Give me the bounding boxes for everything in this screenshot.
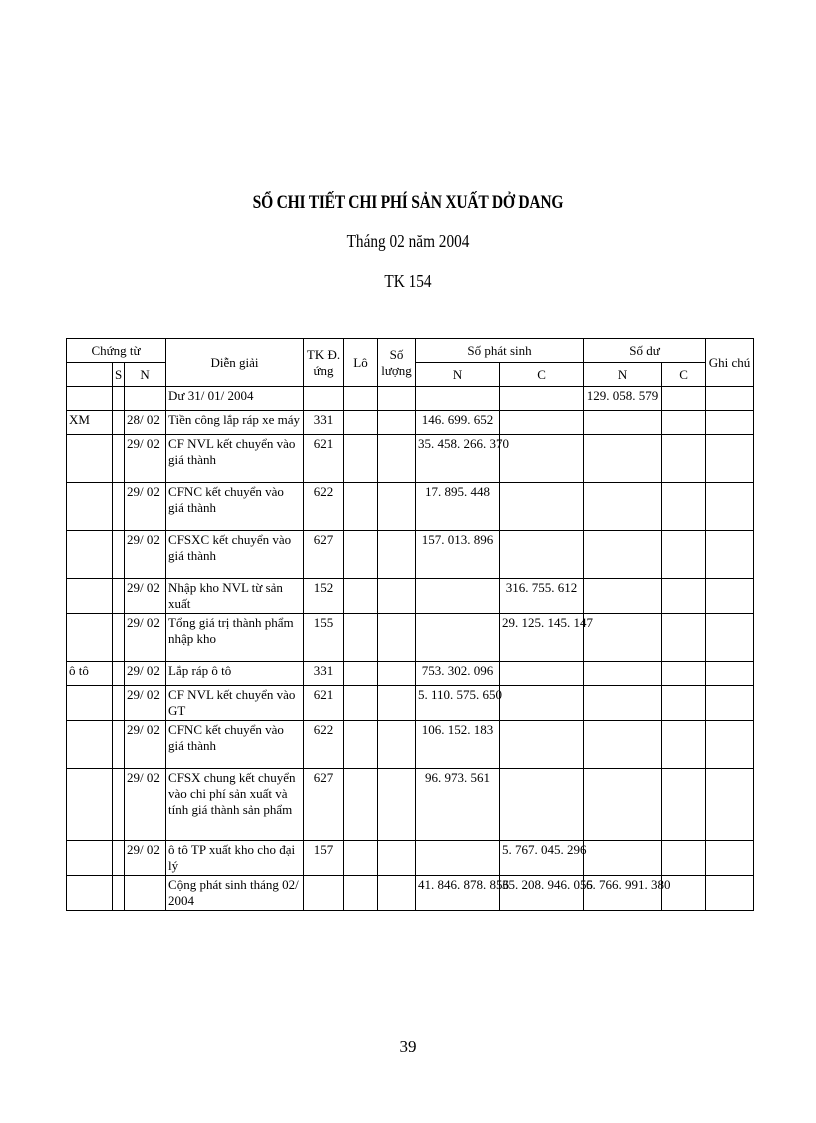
row-note (706, 411, 754, 435)
row-description: ô tô TP xuất kho cho đại lý (166, 841, 304, 876)
row-s (113, 614, 125, 662)
row-quantity (378, 483, 416, 531)
row-balance-debit (584, 531, 662, 579)
row-debit: 41. 846. 878. 856 (416, 876, 500, 911)
row-description: CF NVL kết chuyển vào giá thành (166, 435, 304, 483)
row-debit: 96. 973. 561 (416, 769, 500, 841)
row-date: 29/ 02 (125, 769, 166, 841)
row-note (706, 579, 754, 614)
header-s: S (113, 363, 125, 387)
row-account (304, 876, 344, 911)
row-description: CF NVL kết chuyển vào GT (166, 686, 304, 721)
row-balance-credit (662, 662, 706, 686)
row-note (706, 483, 754, 531)
table-row (67, 411, 754, 435)
row-account: 621 (304, 435, 344, 483)
row-note (706, 686, 754, 721)
row-balance-credit (662, 686, 706, 721)
row-debit: 17. 895. 448 (416, 483, 500, 531)
table-row (67, 531, 754, 579)
row-balance-debit (584, 435, 662, 483)
table-row (67, 614, 754, 662)
row-quantity (378, 411, 416, 435)
row-date: 29/ 02 (125, 531, 166, 579)
row-account: 152 (304, 579, 344, 614)
row-credit (500, 435, 584, 483)
row-quantity (378, 614, 416, 662)
ledger-title: SỔ CHI TIẾT CHI PHÍ SẢN XUẤT DỞ DANG (252, 192, 564, 213)
row-account: 627 (304, 769, 344, 841)
row-date: 29/ 02 (125, 435, 166, 483)
row-debit: 35. 458. 266. 370 (416, 435, 500, 483)
row-balance-debit (584, 721, 662, 769)
row-description: Lắp ráp ô tô (166, 662, 304, 686)
row-s (113, 662, 125, 686)
row-note (706, 662, 754, 686)
header-ps-n: N (416, 363, 500, 387)
row-balance-credit (662, 483, 706, 531)
row-quantity (378, 387, 416, 411)
row-debit: 753. 302. 096 (416, 662, 500, 686)
header-du-n: N (584, 363, 662, 387)
row-quantity (378, 876, 416, 911)
row-group (67, 721, 113, 769)
row-note (706, 531, 754, 579)
row-balance-credit (662, 721, 706, 769)
table-row (67, 686, 754, 721)
row-date (125, 876, 166, 911)
row-date (125, 387, 166, 411)
row-group (67, 686, 113, 721)
row-lot (344, 662, 378, 686)
row-group (67, 614, 113, 662)
row-date: 29/ 02 (125, 662, 166, 686)
row-group (67, 769, 113, 841)
row-balance-credit (662, 531, 706, 579)
row-debit (416, 387, 500, 411)
row-s (113, 686, 125, 721)
row-credit: 5. 767. 045. 296 (500, 841, 584, 876)
row-balance-debit (584, 841, 662, 876)
row-balance-debit (584, 483, 662, 531)
row-s (113, 435, 125, 483)
row-s (113, 841, 125, 876)
row-balance-debit (584, 769, 662, 841)
row-description: Cộng phát sinh tháng 02/ 2004 (166, 876, 304, 911)
row-balance-debit (584, 411, 662, 435)
row-balance-credit (662, 614, 706, 662)
header-chung-tu: Chứng từ (67, 339, 166, 363)
row-account: 627 (304, 531, 344, 579)
row-balance-credit (662, 579, 706, 614)
table-row (67, 579, 754, 614)
page-number: 39 (399, 1037, 417, 1056)
row-lot (344, 483, 378, 531)
row-debit (416, 579, 500, 614)
row-description: CFSX chung kết chuyển vào chi phí sản xuất và tính giá thành sản phẩm (166, 769, 304, 841)
row-date: 29/ 02 (125, 721, 166, 769)
row-balance-debit: 129. 058. 579 (584, 387, 662, 411)
header-tk-doi-ung: TK Đ. ứng (304, 339, 344, 387)
row-credit (500, 769, 584, 841)
row-description: Tiền công lắp ráp xe máy (166, 411, 304, 435)
row-debit (416, 614, 500, 662)
ledger-table (66, 338, 754, 911)
table-row (67, 721, 754, 769)
row-group (67, 876, 113, 911)
row-description: CFSXC kết chuyển vào giá thành (166, 531, 304, 579)
table-row (67, 435, 754, 483)
row-lot (344, 387, 378, 411)
header-dien-giai: Diễn giải (166, 339, 304, 387)
row-account (304, 387, 344, 411)
row-note (706, 435, 754, 483)
row-credit (500, 483, 584, 531)
row-group (67, 579, 113, 614)
row-credit (500, 721, 584, 769)
row-lot (344, 435, 378, 483)
row-date: 29/ 02 (125, 614, 166, 662)
row-debit (416, 841, 500, 876)
row-group (67, 387, 113, 411)
row-quantity (378, 841, 416, 876)
header-du-c: C (662, 363, 706, 387)
header-so-du: Số dư (584, 339, 706, 363)
row-lot (344, 579, 378, 614)
row-balance-credit (662, 435, 706, 483)
row-s (113, 721, 125, 769)
row-group (67, 483, 113, 531)
header-so-luong: Số lượng (378, 339, 416, 387)
ledger-body (67, 387, 754, 911)
table-row (67, 876, 754, 911)
row-quantity (378, 721, 416, 769)
row-lot (344, 531, 378, 579)
table-row (67, 387, 754, 411)
row-description: Dư 31/ 01/ 2004 (166, 387, 304, 411)
row-lot (344, 686, 378, 721)
row-balance-debit (584, 579, 662, 614)
row-balance-credit (662, 769, 706, 841)
row-date: 29/ 02 (125, 483, 166, 531)
row-lot (344, 769, 378, 841)
row-account: 622 (304, 721, 344, 769)
header-blank (67, 363, 113, 387)
row-group (67, 531, 113, 579)
row-quantity (378, 531, 416, 579)
row-date: 29/ 02 (125, 841, 166, 876)
row-note (706, 876, 754, 911)
header-n: N (125, 363, 166, 387)
table-row (67, 483, 754, 531)
row-quantity (378, 662, 416, 686)
row-balance-debit (584, 614, 662, 662)
header-ghi-chu: Ghi chú (706, 339, 754, 387)
row-s (113, 769, 125, 841)
row-note (706, 841, 754, 876)
row-debit: 106. 152. 183 (416, 721, 500, 769)
row-date: 29/ 02 (125, 579, 166, 614)
row-balance-debit (584, 662, 662, 686)
row-description: Tổng giá trị thành phẩm nhập kho (166, 614, 304, 662)
row-group (67, 435, 113, 483)
row-quantity (378, 435, 416, 483)
row-quantity (378, 769, 416, 841)
row-note (706, 387, 754, 411)
row-account: 331 (304, 662, 344, 686)
row-s (113, 531, 125, 579)
header-lo: Lô (344, 339, 378, 387)
row-group: ô tô (67, 662, 113, 686)
row-lot (344, 721, 378, 769)
row-s (113, 579, 125, 614)
row-credit (500, 387, 584, 411)
row-note (706, 721, 754, 769)
row-debit: 5. 110. 575. 650 (416, 686, 500, 721)
row-lot (344, 841, 378, 876)
row-credit (500, 662, 584, 686)
row-quantity (378, 579, 416, 614)
row-account: 621 (304, 686, 344, 721)
row-account: 622 (304, 483, 344, 531)
row-credit (500, 686, 584, 721)
row-balance-credit (662, 411, 706, 435)
row-balance-credit (662, 387, 706, 411)
row-balance-debit: 6. 766. 991. 380 (584, 876, 662, 911)
row-note (706, 769, 754, 841)
row-balance-credit (662, 841, 706, 876)
header-ps-c: C (500, 363, 584, 387)
row-date: 29/ 02 (125, 686, 166, 721)
row-lot (344, 411, 378, 435)
header-so-phat-sinh: Số phát sinh (416, 339, 584, 363)
row-balance-debit (584, 686, 662, 721)
row-s (113, 411, 125, 435)
row-group: XM (67, 411, 113, 435)
row-s (113, 483, 125, 531)
row-lot (344, 876, 378, 911)
row-description: CFNC kết chuyển vào giá thành (166, 721, 304, 769)
row-account: 157 (304, 841, 344, 876)
row-s (113, 876, 125, 911)
table-row (67, 841, 754, 876)
table-row (67, 769, 754, 841)
row-description: Nhập kho NVL từ sản xuất (166, 579, 304, 614)
row-debit: 146. 699. 652 (416, 411, 500, 435)
row-note (706, 614, 754, 662)
row-credit (500, 531, 584, 579)
row-account: 155 (304, 614, 344, 662)
row-debit: 157. 013. 896 (416, 531, 500, 579)
row-lot (344, 614, 378, 662)
row-date: 28/ 02 (125, 411, 166, 435)
row-credit (500, 411, 584, 435)
row-description: CFNC kết chuyển vào giá thành (166, 483, 304, 531)
row-credit: 316. 755. 612 (500, 579, 584, 614)
ledger-account: TK 154 (384, 271, 432, 291)
row-s (113, 387, 125, 411)
row-account: 331 (304, 411, 344, 435)
table-row (67, 662, 754, 686)
row-credit: 29. 125. 145. 147 (500, 614, 584, 662)
row-group (67, 841, 113, 876)
row-quantity (378, 686, 416, 721)
ledger-period: Tháng 02 năm 2004 (346, 231, 470, 251)
row-credit: 35. 208. 946. 055 (500, 876, 584, 911)
